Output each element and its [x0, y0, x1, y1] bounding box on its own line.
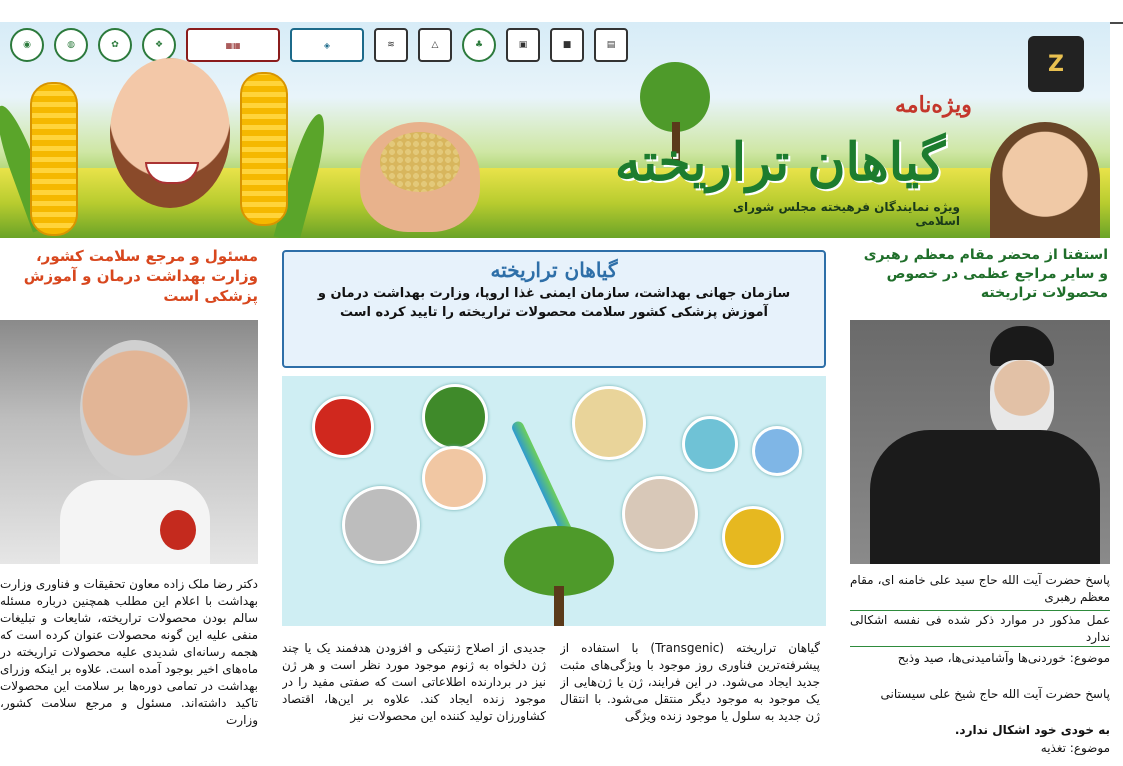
gmo-illustration	[282, 376, 826, 626]
globe-icon	[752, 426, 802, 476]
banner	[0, 22, 1110, 238]
microphone-icon	[160, 510, 196, 550]
robe	[870, 430, 1100, 564]
child-photo	[990, 122, 1100, 238]
right-line-1: پاسخ حضرت آیت الله حاج سید علی خامنه ای، مقام معظم رهبری	[850, 573, 1110, 604]
left-column	[0, 246, 262, 306]
divider	[850, 646, 1110, 647]
tomato-icon	[312, 396, 374, 458]
partner-logos	[10, 28, 628, 62]
right-line-4: پاسخ حضرت آیت الله حاج شیخ علی سیستانی	[880, 687, 1110, 701]
logo-icon: ◉	[10, 28, 44, 62]
tree-trunk	[554, 586, 564, 626]
top-bar	[0, 0, 1123, 24]
cotton-icon	[342, 486, 420, 564]
dna-helix-icon	[510, 420, 576, 543]
scientist-photo	[0, 320, 258, 564]
logo-icon: ♣	[462, 28, 496, 62]
logo-icon: ▦▦	[186, 28, 280, 62]
logo-icon: ❖	[142, 28, 176, 62]
logo-icon: ✿	[98, 28, 132, 62]
molecule-icon	[682, 416, 738, 472]
banner-subtitle: ویژه نمایندگان فرهیخته مجلس شورای اسلامی	[733, 200, 960, 228]
right-line-3: موضوع: خوردنی‌ها وآشامیدنی‌ها، صید وذبح	[897, 651, 1110, 665]
scientist-face	[80, 340, 190, 480]
banner-title: گیاهان تراریخته	[614, 132, 946, 193]
logo-icon: ◍	[54, 28, 88, 62]
center-col-b-text: جدیدی از اصلاح ژنتیکی و افزودن هدفمند یک یا چند ژن دلخواه به ژنوم موجود مورد نظر است و هر ژن نیز در بردارنده اطلاعاتی است که صفتی مفید را در موجود زنده ایجاد کند. علاوه بر این‌ها، اقتصاد کشاورزان تولید کننده این محصولات نیز	[282, 641, 546, 723]
center-headline-box	[282, 250, 826, 368]
right-line-6: موضوع: تغذیه	[1040, 741, 1110, 755]
woman-face	[110, 58, 230, 208]
center-box-title: گیاهان تراریخته	[490, 258, 618, 282]
banner-title-small: ویژه‌نامه	[895, 92, 972, 118]
right-heading: استفتا از محضر مقام معظم رهبری و سایر مراجع عظمی در خصوص محصولات تراریخته	[863, 247, 1108, 301]
soybeans	[380, 132, 460, 192]
leader-photo	[850, 320, 1110, 564]
grass-icon	[422, 384, 488, 450]
corn-icon	[722, 506, 784, 568]
logo-icon: ■	[550, 28, 584, 62]
corn-cob	[30, 82, 78, 236]
divider	[850, 610, 1110, 611]
grain-icon	[572, 386, 646, 460]
right-line-2: عمل مذکور در موارد ذکر شده فی نفسه اشکالی ندارد	[850, 613, 1110, 644]
leader-face	[990, 360, 1054, 440]
center-col-a-text: گیاهان تراریخته (Transgenic) با استفاده از پیشرفته‌ترین فناوری روز موجود با ویژگی‌های مثبت جدید ایجاد می‌شود. در این فرایند، ژن یا ژن‌هایی از یک موجود به موجود دیگر منتقل می‌شود. با انتقال ژن جدید به سلول یا موجود زنده ویژگی	[560, 641, 820, 723]
logo-icon: ▤	[594, 28, 628, 62]
cotton-boll-icon	[622, 476, 698, 552]
logo-icon: ◈	[290, 28, 364, 62]
left-heading: مسئول و مرجع سلامت کشور، وزارت بهداشت درمان و آموزش پزشکی است	[23, 247, 258, 305]
logo-icon: ≋	[374, 28, 408, 62]
logo-icon: △	[418, 28, 452, 62]
right-line-5: به خودی خود اشکال ندارد.	[954, 723, 1110, 737]
left-body-text: دکتر رضا ملک زاده معاون تحقیقات و فناوری وزارت بهداشت با اعلام این مطلب همچنین درباره مسئله سالم بودن محصولات تراریخته، شایعات و تبلیغات منفی علیه این گونه محصولات عنوان کرده است که هجمه رسانه‌ای شدیدی علیه محصولات تراریخته در ماه‌های اخیر بوجود آمده است. علاوه بر اینکه وزرای بهداشت در تمامی دوره‌ها بر سلامت این محصولات تاکید داشته‌اند. مسئول و مرجع سلامت کشور، وزارت	[0, 577, 258, 727]
right-column	[850, 246, 1112, 303]
child-apple-icon	[422, 446, 486, 510]
logo-icon: ▣	[506, 28, 540, 62]
center-box-text: سازمان جهانی بهداشت، سازمان ایمنی غذا اروپا، وزارت بهداشت درمان و آموزش پزشکی کشور سلامت محصولات تراریخته را تایید کرده است	[317, 286, 791, 320]
publisher-logo-icon: Z	[1028, 36, 1084, 92]
corn-cob	[240, 72, 288, 226]
